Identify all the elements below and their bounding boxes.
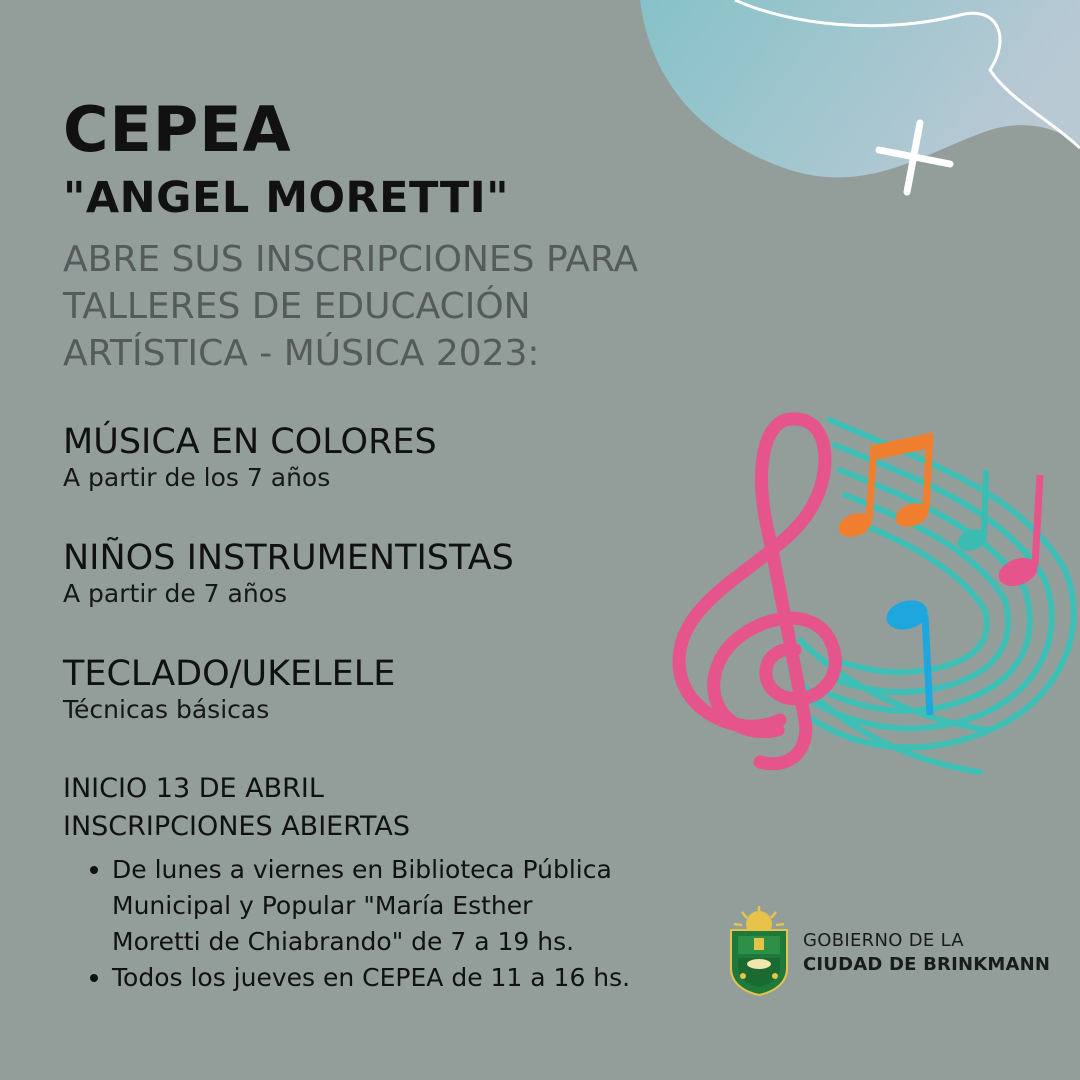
- list-item-line: Todos los jueves en CEPEA de 11 a 16 hs.: [112, 963, 631, 992]
- workshop-teclado-ukelele: [63, 653, 395, 725]
- blue-note: [883, 596, 931, 715]
- bullet-dot: [90, 866, 98, 874]
- intro-line: ARTÍSTICA - MÚSICA 2023:: [63, 333, 540, 374]
- page-title: CEPEA: [63, 93, 292, 166]
- gov-line-2: CIUDAD DE BRINKMANN: [803, 954, 1051, 975]
- intro-line: ABRE SUS INSCRIPCIONES PARA: [63, 239, 639, 280]
- workshop-name: MÚSICA EN COLORES: [63, 422, 437, 462]
- info-block: [63, 770, 410, 846]
- page-subtitle: "ANGEL MORETTI": [63, 173, 510, 223]
- start-date: INICIO 13 DE ABRIL: [63, 773, 324, 804]
- workshop-desc: Técnicas básicas: [63, 695, 270, 724]
- coat-of-arms-icon: [728, 906, 790, 996]
- intro-line: TALLERES DE EDUCACIÓN: [63, 286, 531, 327]
- list-item: [88, 960, 688, 996]
- government-label: [803, 929, 1050, 977]
- bullet-dot: [90, 974, 98, 982]
- intro-text: [63, 236, 743, 377]
- list-item-line: Moretti de Chiabrando" de 7 a 19 hs.: [112, 927, 575, 956]
- list-item-line: De lunes a viernes en Biblioteca Pública: [112, 855, 612, 884]
- list-item: [88, 852, 688, 960]
- workshop-musica-en-colores: [63, 421, 437, 493]
- list-item-line: Municipal y Popular "María Esther: [112, 891, 533, 920]
- gov-line-1: GOBIERNO DE LA: [803, 930, 964, 951]
- workshop-name: TECLADO/UKELELE: [63, 654, 396, 694]
- workshop-name: NIÑOS INSTRUMENTISTAS: [63, 538, 514, 578]
- workshop-desc: A partir de 7 años: [63, 579, 288, 608]
- enrollment-list: [88, 852, 688, 996]
- workshop-desc: A partir de los 7 años: [63, 463, 331, 492]
- enrollment-heading: INSCRIPCIONES ABIERTAS: [63, 811, 411, 842]
- workshop-ninos-instrumentistas: [63, 537, 514, 609]
- music-notes-icon: [660, 400, 1080, 790]
